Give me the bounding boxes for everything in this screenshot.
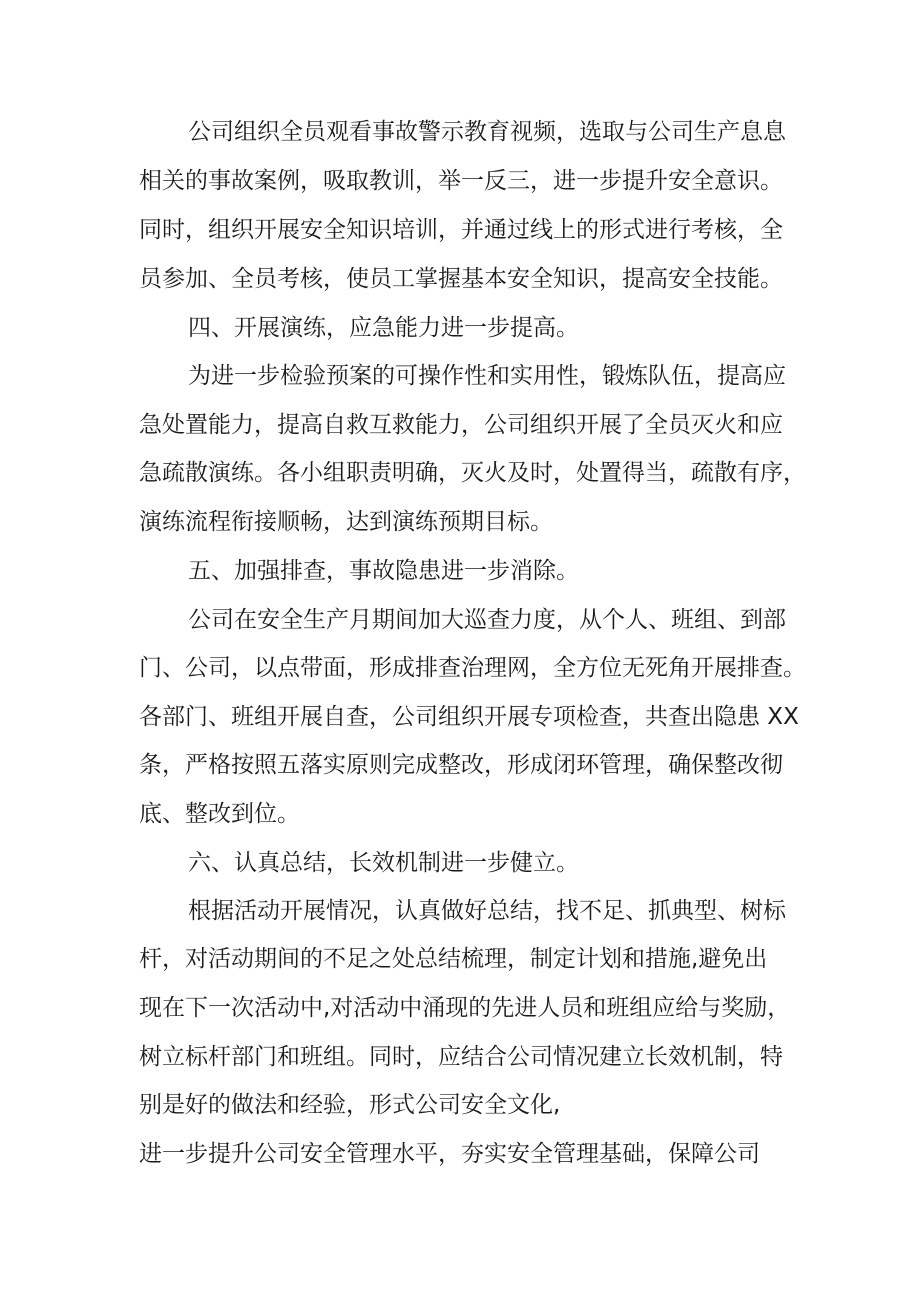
text-line-2: 相关的事故案例，吸取教训，举一反三，进一步提升安全意识。: [139, 168, 783, 194]
text-line-4: 员参加、全员考核，使员工掌握基本安全知识，提高安全技能。: [139, 266, 783, 292]
section-heading-6: 六、认真总结，长效机制进一步健立。: [188, 850, 579, 876]
text-line-6: 为进一步检验预案的可操作性和实用性，锻炼队伍，提高应: [188, 363, 786, 389]
text-line-7: 急处置能力，提高自救互救能力，公司组织开展了全员灭火和应: [139, 412, 783, 438]
text-line-13: 各部门、班组开展自查，公司组织开展专项检查，共查出隐患 XX: [139, 704, 799, 730]
text-line-20: 树立标杆部门和班组。同时，应结合公司情况建立长效机制，特: [139, 1044, 783, 1070]
text-line-14: 条，严格按照五落实原则完成整改，形成闭环管理，确保整改彻: [139, 752, 783, 778]
text-line-21: 别是好的做法和经验，形式公司安全文化,: [139, 1092, 561, 1118]
text-line-3: 同时，组织开展安全知识培训，并通过线上的形式进行考核，全: [139, 217, 783, 243]
text-line-15: 底、整改到位。: [139, 801, 300, 827]
text-line-11: 公司在安全生产月期间加大巡查力度，从个人、班组、到部: [188, 607, 786, 633]
text-line-19: 现在下一次活动中,对活动中涌现的先进人员和班组应给与奖励，: [139, 995, 791, 1021]
text-line-22: 进一步提升公司安全管理水平，夯实安全管理基础，保障公司: [139, 1141, 760, 1167]
text-line-12: 门、公司，以点带面，形成排查治理网，全方位无死角开展排查。: [139, 655, 806, 681]
section-heading-4: 四、开展演练，应急能力进一步提高。: [188, 315, 579, 341]
text-line-18: 杆，对活动期间的不足之处总结梳理，制定计划和措施,避免出: [139, 946, 768, 972]
text-line-9: 演练流程衔接顺畅，达到演练预期目标。: [139, 509, 553, 535]
text-line-1: 公司组织全员观看事故警示教育视频，选取与公司生产息息: [188, 119, 786, 145]
section-heading-5: 五、加强排查，事故隐患进一步消除。: [188, 558, 579, 584]
text-line-8: 急疏散演练。各小组职责明确，灭火及时，处置得当，疏散有序，: [139, 460, 806, 486]
text-line-17: 根据活动开展情况，认真做好总结，找不足、抓典型、树标: [188, 898, 786, 924]
